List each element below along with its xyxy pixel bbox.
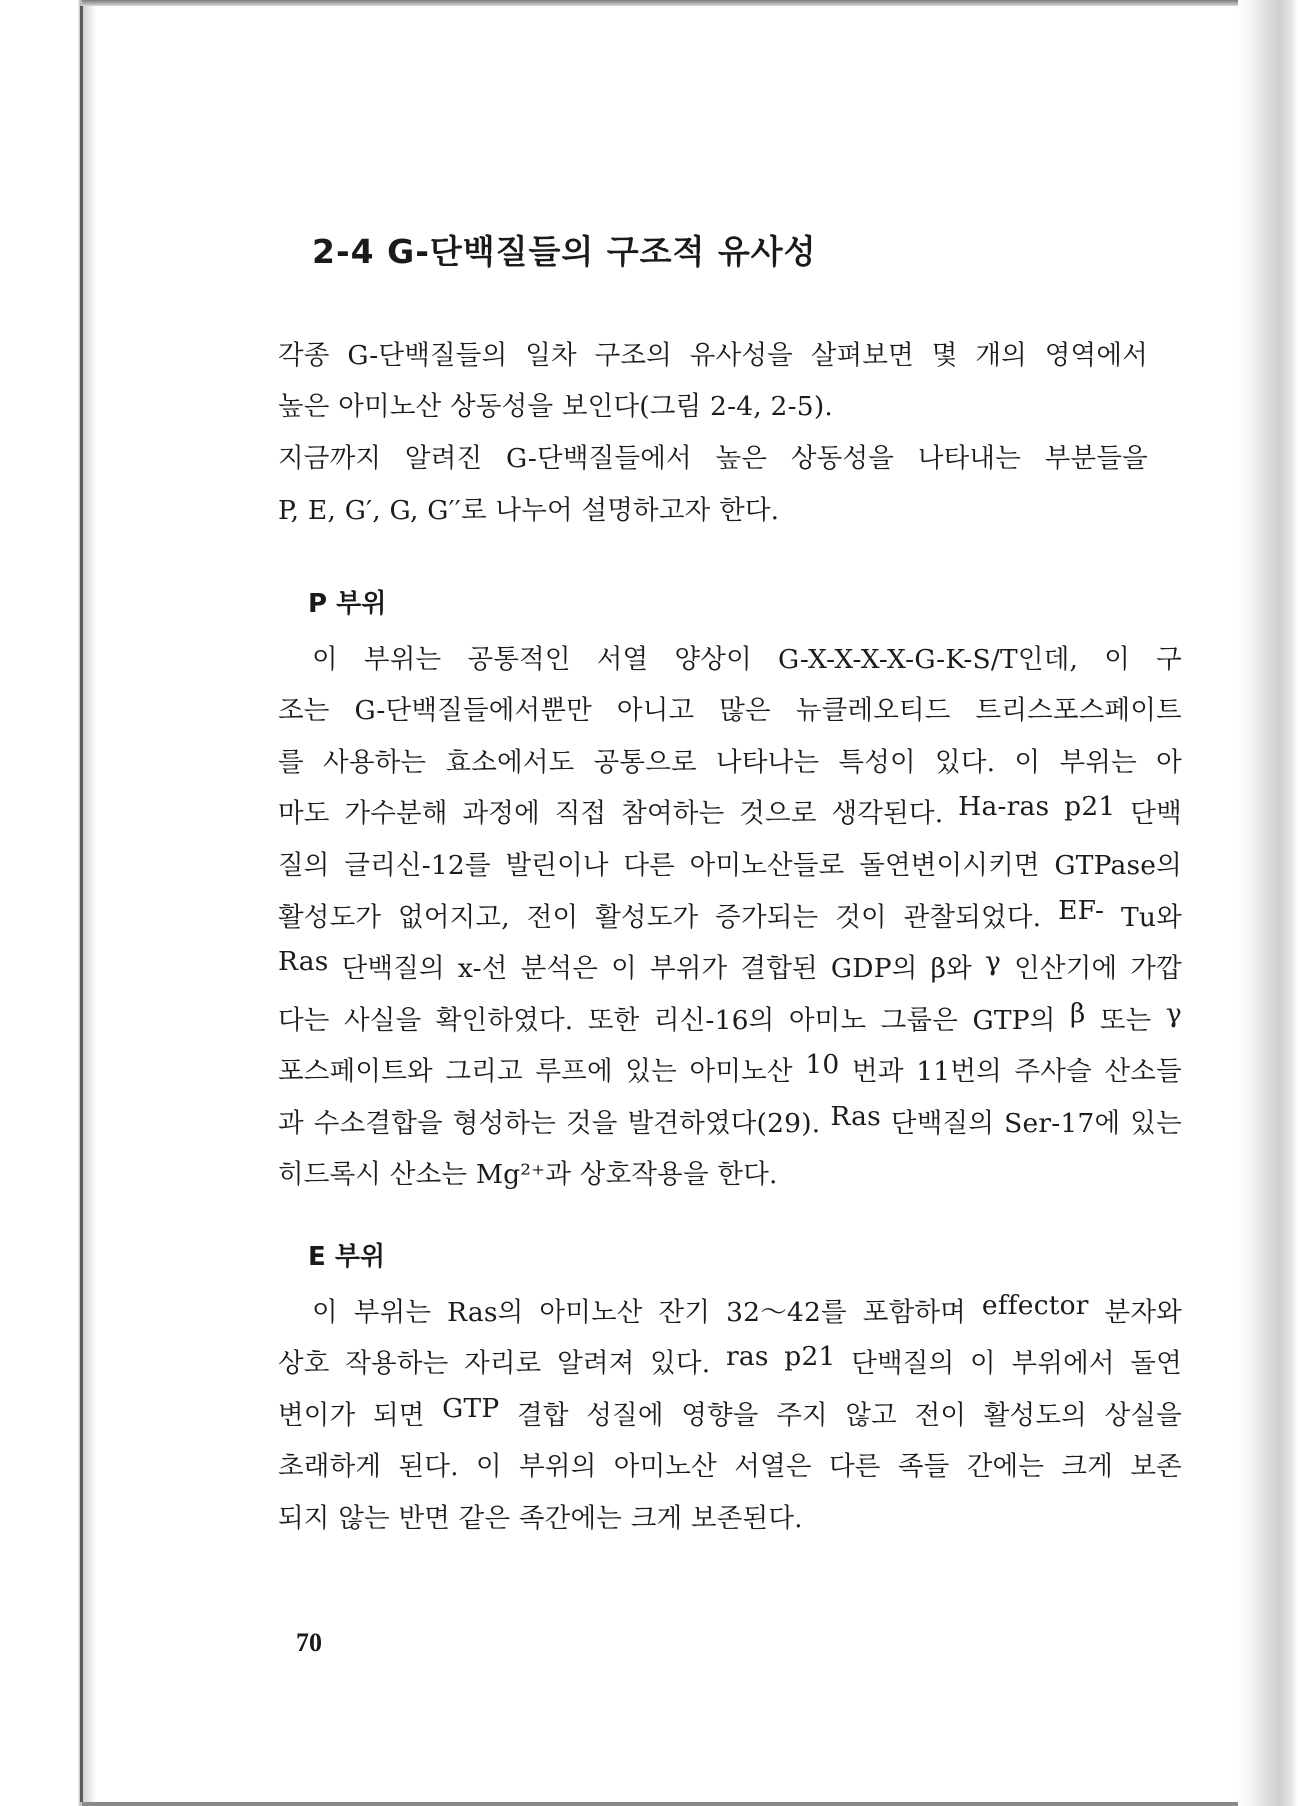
page-right-edge [1238,0,1298,1806]
word: 알려져 [557,1348,635,1379]
word: 많은 [719,695,771,726]
word: 부위는 [1059,747,1137,778]
word: 다는 [278,1005,330,1036]
word: 나타나는 [716,747,820,778]
word: 결합 [517,1400,569,1431]
word: 글리신-12를 [344,850,491,881]
word: 분자와 [1104,1297,1182,1328]
word: 활성도가 [278,902,382,933]
word: 마도 [278,798,330,829]
word: 포함하며 [862,1297,966,1328]
e-site-line-1 [312,1290,1182,1329]
word: GTPase의 [1054,850,1182,881]
word: 있다. [935,747,996,778]
word: 11번의 [916,1056,1002,1087]
word: 아니고 [616,695,695,726]
word: 10 [805,1049,840,1080]
intro-line-3 [278,436,1148,475]
word: GDP의 [830,953,918,984]
word: 부위의 [519,1451,597,1482]
word: 공통으로 [593,747,697,778]
word: 전이 [526,902,579,933]
word: 나타내는 [917,443,1022,474]
p-site-line-4 [278,791,1182,830]
word: 있는 [625,1056,677,1087]
word: 이 [611,953,637,984]
word: 상호 [278,1348,330,1379]
word: 구 [1156,644,1182,675]
word: 루프에 [535,1056,613,1087]
section-title: 2-4 G-단백질들의 구조적 유사성 [312,232,817,271]
word: Tu와 [1121,902,1182,933]
word: 증가되는 [715,902,819,933]
word: 없어지고, [398,902,510,933]
word: 뉴클레오티드 [795,695,951,726]
word: 이 [312,644,338,675]
word: 몇 [931,340,958,371]
word: 잔기 [658,1297,711,1328]
word: 생각된다. [831,798,944,829]
word: 활성도가 [595,902,699,933]
word: 사실을 [344,1005,422,1036]
word: 이 [312,1297,338,1328]
word: 아미노산 [613,1451,717,1482]
e-site-line-4 [278,1444,1182,1483]
word: 자리로 [464,1348,542,1379]
word: 효소에서도 [445,747,575,778]
word: 32～42를 [726,1297,847,1328]
word: G-X-X-X-X-G-K-S/T인데, [777,644,1079,675]
word: 간에는 [966,1451,1045,1482]
word: G-단백질들에서 [506,443,692,474]
word: GTP [442,1393,500,1424]
word: 주사슬 [1014,1056,1092,1087]
word: 인산기에 [1014,953,1118,984]
p-site-line-9 [278,1049,1182,1088]
word: 서열 [596,644,649,675]
word: 수소결합을 [313,1108,443,1139]
word: 부분들을 [1044,443,1148,474]
word: 아 [1156,747,1182,778]
word: 크게 [1061,1451,1114,1482]
e-site-heading: E 부위 [308,1242,386,1272]
word: 부위가 [649,953,728,984]
word: effector [981,1290,1089,1321]
word: p21 [1064,791,1116,822]
word: GTP의 [972,1005,1056,1036]
p-site-heading: P 부위 [308,589,387,619]
word: 아미노산 [539,1297,643,1328]
p-site-line-10 [278,1101,1182,1140]
word: 양상이 [674,644,752,675]
word: 각종 [278,340,330,371]
word: 그룹은 [880,1005,959,1036]
word: 지금까지 [278,443,382,474]
word: 높은 [715,443,768,474]
word: EF- [1058,895,1105,926]
word: 유사성을 [689,340,793,371]
word: 결합된 [740,953,818,984]
word: 분석은 [520,953,598,984]
word: 발린이나 [505,850,609,881]
word: G-단백질들에서뿐만 [354,695,592,726]
p-site-line-8 [278,998,1182,1037]
word: 영향을 [681,1400,759,1431]
p-site-line-3 [278,740,1182,779]
word: 주지 [776,1400,828,1431]
word: 단백질의 [890,1108,995,1139]
word: Ras [830,1101,881,1132]
e-site-line-5: 되지 않는 반면 같은 족간에는 크게 보존된다. [278,1503,803,1534]
word: 형성하는 [452,1108,556,1139]
word: 다른 [623,850,675,881]
word: 부위에서 [1011,1348,1115,1379]
word: 일차 [525,340,577,371]
word: 아미노 [788,1005,867,1036]
p-site-line-5 [278,843,1182,882]
word: 아미노산 [689,1056,793,1087]
word: 성질에 [586,1400,664,1431]
word: 포스페이트와 [278,1056,433,1087]
word: 과 [278,1108,304,1139]
word: 작용하는 [345,1348,449,1379]
word: 확인하였다. [435,1005,574,1036]
word: 번과 [852,1056,904,1087]
word: 또한 [587,1005,640,1036]
word: 족들 [897,1451,950,1482]
word: 있다. [650,1348,711,1379]
word: 공통적인 [467,644,571,675]
word: 가수분해 [344,798,448,829]
word: γ [984,946,1002,977]
word: 를 [278,747,304,778]
e-site-line-3 [278,1393,1182,1432]
word: 되면 [372,1400,425,1431]
word: Ser-17에 [1004,1108,1121,1139]
word: 산소들 [1104,1056,1182,1087]
p-site-line-6 [278,895,1182,934]
word: 살펴보면 [810,340,914,371]
p-site-line-1 [312,637,1182,676]
word: 사용하는 [323,747,427,778]
word: Ras [278,946,329,977]
word: 트리스포스페이트 [975,695,1182,726]
word: γ [1165,998,1182,1029]
word: β와 [930,953,972,984]
word: 부위는 [353,1297,432,1328]
word: 리신-16의 [653,1005,775,1036]
word: Ras의 [447,1297,524,1328]
word: 부위는 [363,644,442,675]
word: 개의 [975,340,1027,371]
word: G-단백질들의 [347,340,508,371]
page-bottom-edge [82,1802,1262,1806]
word: 그리고 [445,1056,523,1087]
word: 이 [476,1451,502,1482]
intro-line-1 [278,333,1148,372]
word: 이 [1104,644,1131,675]
spine-line [80,6,83,1802]
word: 다른 [828,1451,881,1482]
word: 활성도의 [983,1400,1087,1431]
word: 가깝 [1130,953,1182,984]
word: 질의 [278,850,330,881]
word: 전이 [914,1400,967,1431]
word: 또는 [1099,1005,1152,1036]
word: 영역에서 [1044,340,1148,371]
p-site-line-2 [278,688,1182,727]
word: 단백 [1130,798,1182,829]
word: 이 [1014,747,1041,778]
word: 않고 [845,1400,897,1431]
word: 변이가 [278,1400,356,1431]
word: 돌연 [1130,1348,1182,1379]
word: β [1069,998,1086,1029]
word: 상동성을 [790,443,895,474]
word: 서열은 [734,1451,812,1482]
word: 발견하였다(29). [627,1108,821,1139]
word: 초래하게 [278,1451,382,1482]
word: ras [725,1341,769,1372]
word: 특성이 [838,747,916,778]
word: 된다. [398,1451,459,1482]
word: Ha-ras [958,791,1050,822]
word: 직접 [554,798,607,829]
word: 상실을 [1104,1400,1182,1431]
word: 있는 [1130,1108,1182,1139]
book-spine-edge [0,0,96,1806]
e-site-line-2 [278,1341,1182,1380]
word: x-선 [457,953,508,984]
intro-line-4: P, E, G′, G, G′′로 나누어 설명하고자 한다. [278,495,780,526]
p-site-line-7 [278,946,1182,985]
page-number: 70 [296,1628,322,1657]
word: 돌연변이시키면 [859,850,1040,881]
word: 아미노산들로 [689,850,845,881]
word: 단백질의 [851,1348,955,1379]
word: p21 [784,1341,836,1372]
word: 알려진 [404,443,483,474]
intro-line-2: 높은 아미노산 상동성을 보인다(그림 2-4, 2-5). [278,391,833,422]
word: 단백질의 [341,953,445,984]
word: 관찰되었다. [903,902,1042,933]
word: 것이 [835,902,887,933]
p-site-line-11: 히드록시 산소는 Mg²⁺과 상호작용을 한다. [278,1159,778,1190]
word: 참여하는 [621,798,725,829]
word: 조는 [278,695,330,726]
word: 것을 [565,1108,618,1139]
word: 과정에 [462,798,540,829]
word: 구조의 [594,340,672,371]
word: 보존 [1130,1451,1182,1482]
word: 것으로 [739,798,817,829]
word: 이 [970,1348,996,1379]
